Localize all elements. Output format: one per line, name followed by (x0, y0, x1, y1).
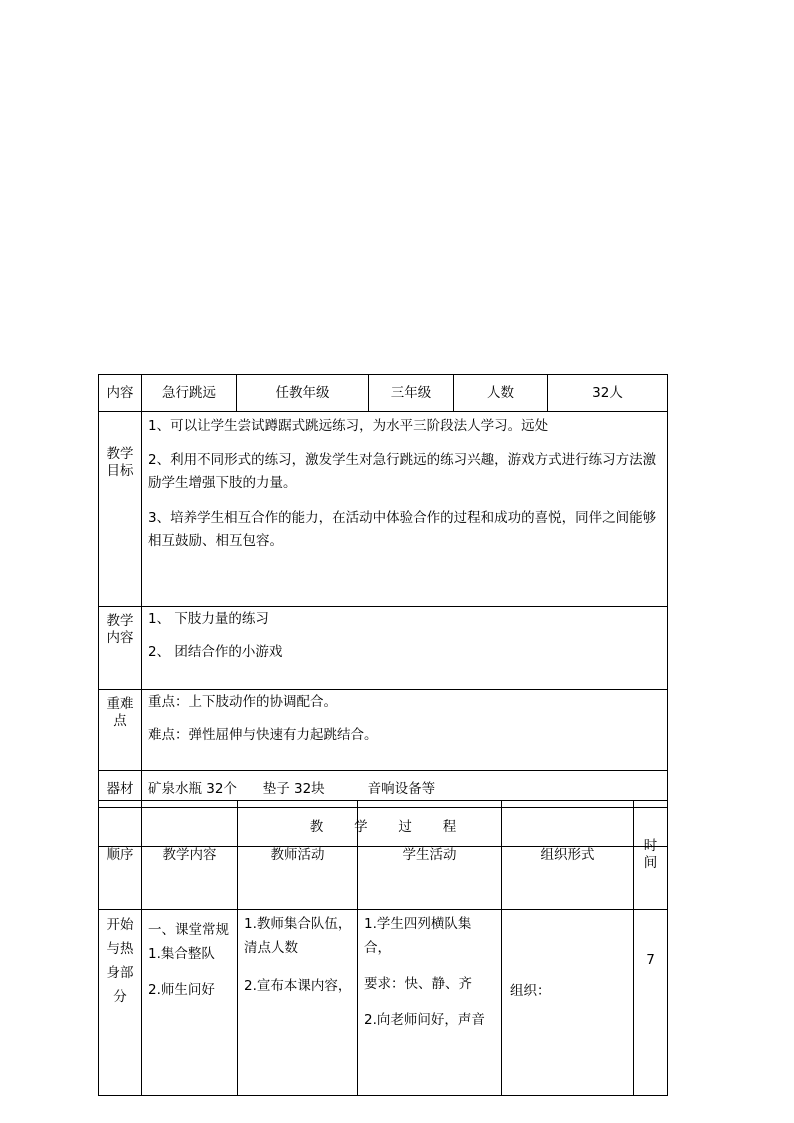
warmup-time: 7 (634, 910, 668, 1096)
content-value: 急行跳远 (142, 375, 237, 412)
warmup-order-line2: 与热 (106, 941, 134, 957)
warmup-content-line2: 1.集合整队 (148, 946, 215, 962)
key-points-row (99, 690, 668, 771)
content-label: 内容 (99, 375, 142, 412)
goals-label-line2: 目标 (106, 462, 134, 479)
content-label-line1: 教学 (106, 613, 134, 629)
warmup-student-line3: 2.向老师问好，声音 (364, 1012, 485, 1028)
goal-item-1: 1、可以让学生尝试蹲踞式跳远练习，为水平三阶段法人学习。远处 (148, 418, 549, 434)
content-row (99, 607, 668, 690)
grade-label: 任教年级 (275, 384, 330, 401)
goal-item-3: 3、培养学生相互合作的能力，在活动中体验合作的过程和成功的喜悦，同伴之间能够相互鼓励、相互包容。 (148, 509, 657, 549)
key-points-body (142, 690, 668, 771)
equipment-label: 器材 (99, 771, 142, 808)
important-point: 重点：上下肢动作的协调配合。 (148, 694, 337, 710)
key-points-label-line1: 重难 (106, 696, 134, 712)
process-title-char-3: 过 (398, 818, 412, 835)
warmup-organization: 组织： (502, 910, 634, 1096)
column-time (634, 801, 668, 910)
column-organization: 组织形式 (502, 801, 634, 910)
grade-value: 三年级 (369, 375, 454, 412)
header-info-row (99, 375, 668, 412)
process-columns-row (99, 801, 668, 910)
goals-row (99, 412, 668, 607)
process-title-char-4: 程 (442, 818, 457, 835)
column-teacher-activity: 教师活动 (238, 801, 358, 910)
warmup-teacher-line2: 2.宣布本课内容， (244, 978, 352, 994)
warmup-row (99, 910, 668, 1096)
process-title-char-2: 学 (354, 818, 368, 835)
warmup-content-line3: 2.师生问好 (148, 982, 215, 998)
column-time-line2: 间 (643, 855, 658, 871)
warmup-teacher (238, 910, 358, 1096)
key-points-label-line2: 点 (113, 712, 127, 729)
content-item-1: 1、 下肢力量的练习 (148, 611, 269, 627)
grade-label-cell (237, 375, 369, 412)
goal-item-2: 2、利用不同形式的练习，激发学生对急行跳远的练习兴趣，游戏方式进行练习方法激励学生增强下肢的力量。 (148, 451, 657, 491)
column-teaching-content: 教学内容 (142, 801, 238, 910)
content-label-line2: 内容 (106, 629, 134, 646)
warmup-student (358, 910, 502, 1096)
warmup-order (99, 910, 142, 1096)
warmup-teacher-line1: 1.教师集合队伍，清点人数 (244, 916, 352, 956)
warmup-student-line2: 要求：快、静、齐 (364, 976, 472, 992)
warmup-content (142, 910, 238, 1096)
column-student-activity: 学生活动 (358, 801, 502, 910)
warmup-content-line1: 一、课堂常规 (148, 922, 229, 938)
lesson-plan-table (98, 374, 668, 847)
difficult-point: 难点：弹性屈伸与快速有力起跳结合。 (148, 726, 378, 743)
goals-body (142, 412, 668, 607)
process-table (98, 800, 668, 1096)
warmup-student-line1: 1.学生四列横队集合， (364, 916, 472, 956)
content-section-label (99, 607, 142, 690)
warmup-order-line1: 开始 (106, 917, 134, 933)
equipment-value: 矿泉水瓶 32个 垫子 32块 音响设备等 (142, 771, 668, 808)
warmup-order-line4: 分 (113, 989, 127, 1005)
content-item-2: 2、 团结合作的小游戏 (148, 643, 283, 660)
goals-label-line1: 教学 (106, 446, 134, 462)
count-value: 32人 (548, 375, 668, 412)
column-time-line1: 时 (643, 838, 658, 855)
warmup-order-line3: 身部 (106, 965, 134, 981)
key-points-label (99, 690, 142, 771)
goals-label (99, 412, 142, 607)
process-title-char-1: 教 (309, 818, 324, 835)
column-order: 顺序 (99, 801, 142, 910)
content-body (142, 607, 668, 690)
count-label: 人数 (454, 375, 548, 412)
